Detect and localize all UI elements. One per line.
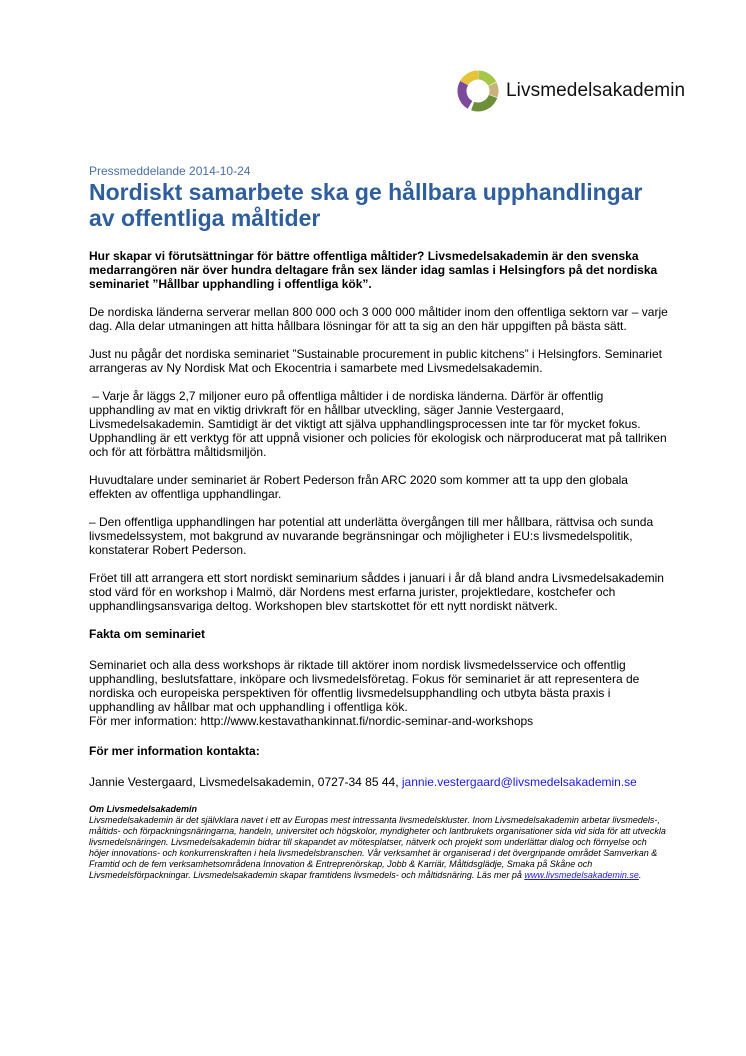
website-link[interactable]: www.livsmedelsakademin.se (524, 870, 639, 880)
page-title: Nordiskt samarbete ska ge hållbara upphandlingar av offentliga måltider (89, 179, 643, 231)
facts-text: Seminariet och alla dess workshops är riktade till aktörer inom nordisk livsmedelsservice och offentlig upphandling, beslutsfattare, inköpare och livsmedelsföretag. Fokus för seminariet är att representera de nordiska och europeiska perspektiven för offentlig livsmedelsupphandling och utbyta bästa praxis i upphandling av hållbar mat och upphandling i offentliga kök. (89, 658, 640, 714)
paragraph-6: Fröet till att arrangera ett stort nordiskt seminarium såddes i januari i år då bland andra Livsmedelsakademin stod värd för en workshop i Malmö, där Nordens mest erfarna jurister, projektledare, kostchefer och upphandlingsansvariga deltog. Workshopen blev startskottet för ett nytt nordiskt nätverk. (89, 571, 664, 613)
about-text-block (89, 815, 669, 881)
about-text: Livsmedelsakademin är det självklara navet i ett av Europas mest intressanta livsmedelskluster. Inom Livsmedelsakademin arbetar livsmedels-, måltids- och förpackningsnäringarna, handeln, universitet och högskolor, myndigheter och lantbrukets organisationer sida vid sida för att utveckla livsmedelsnäringen. Livsmedelsakademin bidrar till skapandet av mötesplatser, nätverk och projekt som underlättar dialog och förnyelse och höjer innovations- och konkurrenskraften i hela livsmedelsbranschen. Vår verksamhet är organiserad i det övergripande området Samverkan & Framtid och de fem verksamhetsområdena Innovation & Entreprenörskap, Jobb & Karriär, Måltidsglädje, Smaka på Skåne och Livsmedelsförpackningar. Livsmedelsakademin skapar framtidens livsmedels- och måltidsnäring. Läs mer på (89, 815, 666, 880)
paragraph-4: Huvudtalare under seminariet är Robert Pederson från ARC 2020 som kommer att ta upp den globala effekten av offentliga upphandlingar. (89, 473, 628, 501)
press-release (89, 164, 669, 881)
about-end: . (638, 870, 642, 880)
livsmedelsakademin-logo-icon (456, 69, 500, 113)
about-heading: Om Livsmedelsakademin (89, 804, 198, 814)
facts-heading: Fakta om seminariet (89, 627, 206, 641)
paragraph-3: – Varje år läggs 2,7 miljoner euro på offentliga måltider i de nordiska länderna. Därför är offentlig upphandling av mat en viktig drivkraft för en hållbar utveckling, säger Jannie Vestergaard, Livsmedelsakademin. Samtidigt är det viktigt att själva upphandlingsprocessen inte tar för mycket fokus. Upphandling är ett verktyg för att uppnå visioner och policies för ekologisk och närproducerat mat på tallriken och för att förbättra måltidsmiljön. (89, 389, 670, 459)
date-line: Pressmeddelande 2014-10-24 (89, 164, 251, 178)
contact-heading: För mer information kontakta: (89, 744, 260, 758)
contact-text: Jannie Vestergaard, Livsmedelsakademin, 0727-34 85 44, (89, 775, 402, 789)
paragraph-2: Just nu pågår det nordiska seminariet ”Sustainable procurement in public kitchens” i Helsingfors. Seminariet arrangeras av Ny Nordisk Mat och Ekocentria i samarbete med Livsmedelsakademin. (89, 347, 662, 375)
paragraph-1: De nordiska länderna serverar mellan 800 000 och 3 000 000 måltider inom den offentliga sektorn var – varje dag. Alla delar utmaningen att hitta hållbara lösningar för att ta sig an den här uppgiften på bästa sätt. (89, 305, 668, 333)
logo-text: Livsmedelsakademin (506, 80, 686, 101)
contact-line (89, 775, 669, 789)
lead-paragraph: Hur skapar vi förutsättningar för bättre offentliga måltider? Livsmedelsakademin är den svenska medarrangören när över hundra deltagare från sex länder idag samlas i Helsingfors på det nordiska seminariet ”Hållbar upphandling i offentliga kök”. (89, 249, 658, 291)
contact-email-link[interactable]: jannie.vestergaard@livsmedelsakademin.se (401, 775, 637, 789)
paragraph-5: – Den offentliga upphandlingen har potential att underlätta övergången till mer hållbara, rättvisa och sunda livsmedelssystem, mot bakgrund av nuvarande begränsningar och möjligheter i EU:s livsmedelspolitik, konstaterar Robert Pederson. (89, 515, 654, 557)
facts-link: För mer information: http://www.kestavathankinnat.fi/nordic-seminar-and-workshops (89, 714, 534, 728)
logo (456, 69, 685, 113)
